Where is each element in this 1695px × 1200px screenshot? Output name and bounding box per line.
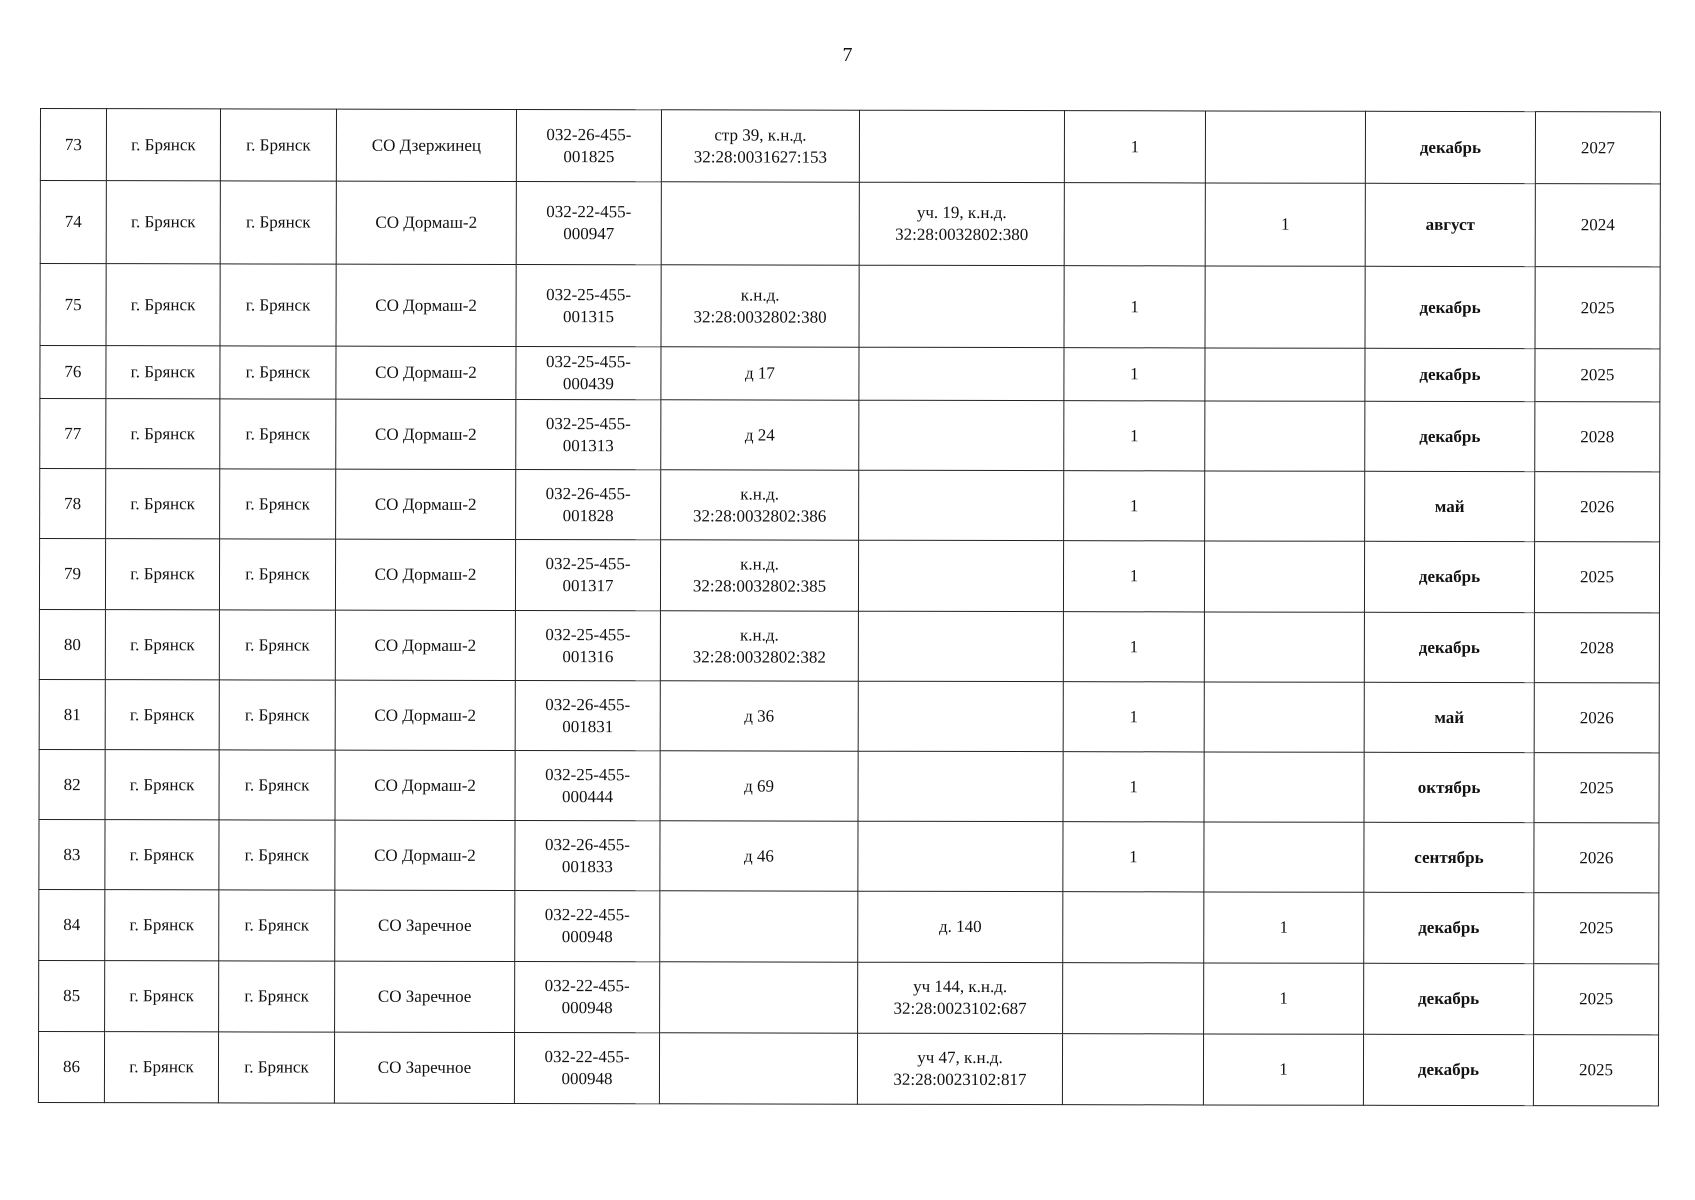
registry-code-line: 032-22-455- [546,202,632,222]
count-b-cell: 1 [1205,183,1365,266]
address-b-cell [858,751,1063,821]
month-cell: декабрь [1364,963,1534,1034]
district-cell: г. Брянск [106,469,220,539]
month-cell: декабрь [1365,111,1535,183]
society-cell: СО Дормаш-2 [335,750,515,820]
registry-code-line: 032-22-455- [544,976,630,996]
registry-code-cell [515,539,660,610]
year-cell: 2024 [1535,184,1660,267]
locality-cell: г. Брянск [219,539,335,610]
registry-code-line: 032-26-455- [546,124,632,144]
address-a-cell [661,470,859,540]
month-cell: декабрь [1365,266,1535,348]
month-cell: май [1365,471,1535,541]
locality-cell: г. Брянск [219,961,335,1032]
registry-code-line: 001833 [561,856,613,876]
registry-code-line: 032-26-455- [545,694,631,714]
month-cell: декабрь [1364,612,1534,682]
district-cell: г. Брянск [105,680,219,750]
registry-code-line: 032-25-455- [545,554,631,574]
locality-cell: г. Брянск [220,399,336,469]
address-a-cell [660,962,858,1033]
registry-code-cell [515,961,660,1032]
locality-cell: г. Брянск [220,181,336,264]
society-cell: СО Дормаш-2 [335,820,515,890]
locality-cell: г. Брянск [219,750,335,820]
address-b-cell [859,400,1064,470]
address-b-line: 32:28:0032802:380 [895,224,1029,245]
table-row [39,609,1659,682]
count-a-cell: 1 [1064,111,1205,183]
society-cell: СО Дзержинец [336,109,516,181]
count-b-cell [1205,401,1365,471]
count-b-cell: 1 [1203,1034,1363,1105]
society-cell: СО Заречное [335,961,515,1032]
count-b-cell [1204,752,1364,822]
society-cell: СО Дормаш-2 [335,610,515,680]
count-a-cell: 1 [1064,401,1205,471]
registry-code-cell [515,750,660,820]
month-cell: декабрь [1363,1034,1533,1105]
society-cell: СО Дормаш-2 [335,680,515,750]
address-b-cell [859,347,1064,400]
registry-code-cell [516,181,661,264]
registry-code-line: 001316 [562,646,614,666]
row-number-cell: 78 [40,469,106,539]
address-a-line: д 69 [744,775,775,796]
address-b-line: д. 140 [938,916,982,936]
address-a-cell [660,891,858,962]
address-a-cell [660,821,858,891]
count-a-cell [1063,963,1204,1034]
month-cell: август [1365,183,1535,266]
address-b-cell [858,681,1063,751]
address-b-cell [858,611,1063,681]
address-a-line: к.н.д. [739,624,779,645]
count-b-cell [1205,266,1365,348]
year-cell: 2025 [1535,267,1660,349]
registry-code-cell [516,264,661,346]
locality-cell: г. Брянск [220,109,336,181]
registry-code-line: 000948 [561,1069,613,1089]
table-row [40,346,1660,402]
address-a-cell [661,347,859,400]
registry-code-line: 032-25-455- [545,352,631,372]
row-number-cell: 77 [40,399,106,469]
address-b-line: 32:28:0023102:687 [893,998,1027,1019]
row-number-cell: 83 [39,819,105,889]
registry-code-line: 000948 [561,998,613,1018]
month-cell: декабрь [1364,892,1534,963]
registry-code-cell [515,890,660,961]
address-a-cell [661,265,859,347]
district-cell: г. Брянск [105,750,219,820]
count-b-cell: 1 [1204,892,1364,963]
address-b-cell [859,110,1064,182]
year-cell: 2027 [1535,112,1660,184]
count-b-cell [1205,348,1365,401]
table-row [39,679,1659,752]
row-number-cell: 80 [39,609,105,679]
address-a-line: д 46 [743,845,774,866]
count-a-cell: 1 [1063,822,1204,892]
month-cell: декабрь [1365,401,1535,471]
year-cell: 2026 [1535,472,1660,542]
registry-code-line: 032-25-455- [545,624,631,644]
registry-table [38,108,1661,1106]
address-b-line: 32:28:0023102:817 [893,1069,1027,1090]
year-cell: 2025 [1534,964,1659,1035]
year-cell: 2025 [1535,349,1660,402]
registry-code-line: 032-22-455- [544,1047,630,1067]
address-a-line: к.н.д. [740,483,780,504]
address-a-line: 32:28:0031627:153 [693,146,827,167]
society-cell: СО Дормаш-2 [336,181,516,264]
registry-code-line: 000948 [561,927,613,947]
address-a-cell [661,110,859,182]
table-row [39,539,1659,613]
table-row [39,749,1659,822]
year-cell: 2025 [1534,542,1659,613]
address-a-line: стр 39, к.н.д. [714,124,807,145]
row-number-cell: 86 [38,1031,104,1102]
month-cell: май [1364,682,1534,752]
table-row [40,181,1660,267]
count-a-cell: 1 [1064,266,1205,348]
table-row [40,399,1660,472]
table-row [39,960,1659,1034]
count-b-cell [1204,541,1364,612]
address-a-cell [661,182,859,265]
count-b-cell [1205,111,1365,183]
district-cell: г. Брянск [105,539,219,610]
address-b-cell [858,540,1063,611]
address-a-cell [660,611,858,681]
society-cell: СО Заречное [334,1032,514,1103]
address-b-cell [859,265,1064,347]
address-a-cell [660,540,858,611]
district-cell: г. Брянск [106,181,220,264]
district-cell: г. Брянск [104,1032,218,1103]
address-b-line: уч. 19, к.н.д. [916,202,1007,223]
district-cell: г. Брянск [105,610,219,680]
registry-code-cell [516,469,661,539]
locality-cell: г. Брянск [220,264,336,346]
registry-code-cell [515,820,660,890]
address-b-line: уч 144, к.н.д. [913,976,1008,997]
address-a-line: д 24 [744,424,775,445]
address-b-cell [858,891,1063,962]
registry-code-line: 032-25-455- [545,413,631,433]
locality-cell: г. Брянск [218,1032,334,1103]
address-a-line: 32:28:0032802:386 [693,505,827,526]
address-b-cell [857,1033,1062,1104]
district-cell: г. Брянск [106,109,220,181]
count-a-cell [1062,1034,1203,1105]
district-cell: г. Брянск [106,264,220,346]
page-number: 7 [842,44,853,66]
year-cell: 2028 [1534,613,1659,683]
address-b-cell [858,821,1063,891]
society-cell: СО Дормаш-2 [336,264,516,346]
society-cell: СО Дормаш-2 [335,539,515,610]
address-b-cell [858,962,1063,1033]
registry-code-line: 001315 [563,306,615,326]
address-a-line: д 17 [744,363,775,383]
address-a-line: к.н.д. [740,284,780,305]
count-b-cell [1204,822,1364,892]
society-cell: СО Заречное [335,890,515,961]
registry-code-cell [516,109,661,181]
district-cell: г. Брянск [106,346,220,399]
society-cell: СО Дормаш-2 [336,346,516,399]
count-b-cell [1204,612,1364,682]
row-number-cell: 76 [40,346,106,399]
locality-cell: г. Брянск [219,890,335,961]
registry-code-line: 001828 [562,505,614,525]
registry-code-line: 000947 [563,224,615,244]
registry-code-line: 000444 [562,786,614,806]
row-number-cell: 74 [40,181,106,264]
locality-cell: г. Брянск [219,610,335,680]
year-cell: 2026 [1534,683,1659,753]
locality-cell: г. Брянск [219,820,335,890]
address-a-cell [659,1033,857,1104]
table-row [40,264,1660,349]
registry-code-line: 001317 [562,576,614,596]
count-b-cell: 1 [1204,963,1364,1034]
month-cell: октябрь [1364,752,1534,822]
registry-table-body [38,109,1660,1106]
registry-code-cell [516,346,661,399]
count-a-cell: 1 [1063,612,1204,682]
month-cell: сентябрь [1364,822,1534,892]
registry-code-cell [516,399,661,469]
count-a-cell: 1 [1063,682,1204,752]
count-b-cell [1205,471,1365,541]
year-cell: 2025 [1533,1035,1658,1106]
registry-code-line: 001831 [562,716,614,736]
registry-code-cell [515,680,660,750]
count-a-cell: 1 [1064,348,1205,401]
address-a-cell [660,751,858,821]
registry-code-cell [514,1032,659,1103]
table-row [38,1031,1658,1105]
address-a-cell [661,400,859,470]
registry-table-wrapper [38,108,1660,1106]
table-row [40,109,1660,184]
year-cell: 2025 [1534,893,1659,964]
address-b-cell [859,470,1064,540]
row-number-cell: 73 [40,109,106,181]
locality-cell: г. Брянск [220,346,336,399]
row-number-cell: 82 [39,749,105,819]
registry-code-line: 000439 [562,374,614,394]
count-b-cell [1204,682,1364,752]
address-b-line: уч 47, к.н.д. [917,1047,1003,1068]
table-row [39,889,1659,963]
district-cell: г. Брянск [105,961,219,1032]
society-cell: СО Дормаш-2 [336,469,516,539]
row-number-cell: 84 [39,889,105,960]
row-number-cell: 79 [39,539,105,610]
registry-code-line: 001825 [563,146,615,166]
address-a-cell [660,681,858,751]
registry-code-line: 032-26-455- [544,834,630,854]
address-a-line: 32:28:0032802:385 [692,576,827,596]
address-a-line: д 36 [744,705,775,726]
count-a-cell [1064,183,1205,266]
registry-code-line: 032-26-455- [545,483,631,503]
locality-cell: г. Брянск [219,680,335,750]
row-number-cell: 81 [39,679,105,749]
year-cell: 2028 [1535,402,1660,472]
registry-code-line: 032-25-455- [545,764,631,784]
locality-cell: г. Брянск [220,469,336,539]
row-number-cell: 75 [40,264,106,346]
count-a-cell: 1 [1064,471,1205,541]
registry-code-cell [515,610,660,680]
district-cell: г. Брянск [105,820,219,890]
registry-code-line: 032-22-455- [544,905,630,925]
month-cell: декабрь [1365,348,1535,401]
count-a-cell: 1 [1063,752,1204,822]
row-number-cell: 85 [39,960,105,1031]
address-a-line: 32:28:0032802:380 [693,306,827,327]
table-row [40,469,1660,542]
year-cell: 2025 [1534,753,1659,823]
count-a-cell [1063,892,1204,963]
count-a-cell: 1 [1063,541,1204,612]
year-cell: 2026 [1534,823,1659,893]
registry-code-line: 001313 [562,435,614,455]
district-cell: г. Брянск [105,890,219,961]
table-row [39,819,1659,892]
registry-code-line: 032-25-455- [546,284,632,304]
address-a-line: к.н.д. [740,554,779,574]
district-cell: г. Брянск [106,399,220,469]
society-cell: СО Дормаш-2 [336,399,516,469]
address-a-line: 32:28:0032802:382 [692,646,826,667]
address-b-cell [859,182,1064,265]
month-cell: декабрь [1364,541,1534,612]
